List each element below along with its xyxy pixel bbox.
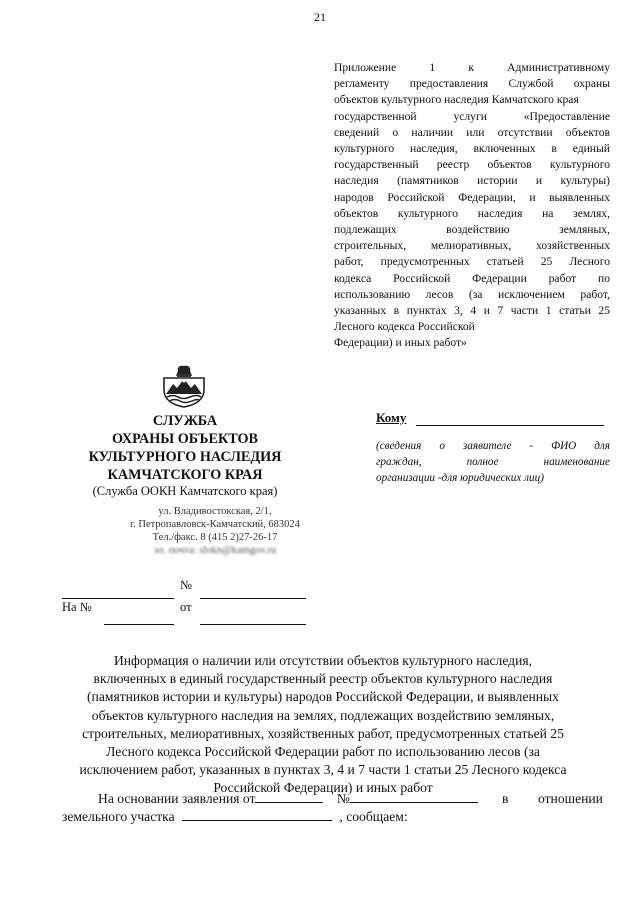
org-short-name: (Служба ООКН Камчатского края) [92,484,278,498]
appendix-line: работ, предусмотренных статьей 25 Лесного [334,255,610,269]
incoming-date-label: от [180,600,192,614]
incoming-number-field[interactable] [104,624,174,625]
land-plot-label: земельного участка [62,809,175,824]
title-line: включенных в единый государственный реестр объектов культурного наследия [93,671,553,687]
appendix-line: использованию лесов (за исключением работ, [334,287,610,301]
addressee-field[interactable] [416,425,604,426]
coat-of-arms-icon [160,364,208,408]
addressee-note-line: граждан, полное наименование [376,456,610,468]
appendix-line: кодекса Российской Федерации работ по [334,271,610,285]
in-relation-label-2: отношении [538,791,603,806]
addressee-label: Кому [376,410,407,425]
we-inform-label: , сообщаем: [339,809,408,824]
appendix-line: государственной услуги «Предоставление [334,109,610,123]
appendix-line: культурного наследия, включенных в единый [334,142,610,156]
addressee-note-line: организации -для юридических лиц) [376,472,544,484]
title-line: Информация о наличии или отсутствии объектов культурного наследия, [113,653,533,668]
title-line: Лесного кодекса Российской Федерации работ по использованию лесов (за [106,744,540,760]
application-number-sign: № [336,791,350,806]
appendix-line: Федерации) и иных работ» [334,336,467,350]
basis-line [98,791,478,807]
addressee-note [376,438,610,486]
appendix-line: указанных в пунктах 3, 4 и 7 части 1 статьи 25 [334,304,610,318]
title-line: исключением работ, указанных в пунктах 3, 4 и 7 части 1 статьи 25 Лесного кодекса [79,762,567,778]
land-plot-field[interactable] [182,809,332,821]
appendix-line: Приложение 1 к Административному [334,61,610,74]
in-relation-label: в [502,791,509,806]
appendix-line: государственный реестр объектов культурного [334,158,610,172]
appendix-line: Лесного кодекса Российской [334,320,475,334]
application-number-field[interactable] [350,791,478,803]
appendix-line: народов Российской Федерации, и выявленных [334,190,610,204]
outgoing-number-sign: № [180,578,192,592]
outgoing-date-field[interactable] [62,598,174,599]
org-address-city: г. Петропавловск-Камчатский, 683024 [130,519,300,530]
appendix-line: регламенту предоставления Службой охраны [334,77,610,91]
appendix-line: подлежащих воздействию земляных, [334,223,610,237]
title-line: строительных, мелиоративных, хозяйственных работ, предусмотренных статьей 25 [82,725,564,741]
incoming-number-label: На № [62,600,92,614]
appendix-line: объектов культурного наследия Камчатского края [334,93,579,107]
org-email: эл. почта: slokn@kamgov.ru [153,545,277,556]
incoming-date-field[interactable] [200,624,306,625]
addressee-note-line: (сведения о заявителе - ФИО для [376,440,610,452]
application-date-field[interactable] [255,791,323,803]
document-title [58,652,588,798]
page-number: 21 [314,10,326,24]
title-line: Российской Федерации) и иных работ [213,780,433,796]
title-line: объектов культурного наследия на землях, подлежащих воздействию земляных, [91,707,555,723]
org-name-line: СЛУЖБА [152,413,218,429]
title-line: (памятников истории и культуры) народов Российской Федерации, и выявленных [87,689,559,705]
org-address-street: ул. Владивостокская, 2/1, [158,506,272,517]
appendix-line: объектов культурного наследия на землях, [334,206,610,220]
org-name-line: ОХРАНЫ ОБЪЕКТОВ [111,431,259,447]
appendix-line: наследия (памятников истории и культуры) [334,174,610,188]
appendix-header [334,60,610,352]
outgoing-number-field[interactable] [200,598,306,599]
land-plot-line [62,809,408,825]
org-phone: Тел./факс. 8 (415 2)27-26-17 [152,532,278,543]
org-name-line: КУЛЬТУРНОГО НАСЛЕДИЯ [88,449,282,465]
basis-label: На основании заявления от [98,791,256,806]
appendix-line: сведений о наличии или отсутствии объектов [334,125,610,139]
appendix-line: строительных, мелиоративных, хозяйственных [334,239,610,253]
org-name-line: КАМЧАТСКОГО КРАЯ [107,467,263,483]
